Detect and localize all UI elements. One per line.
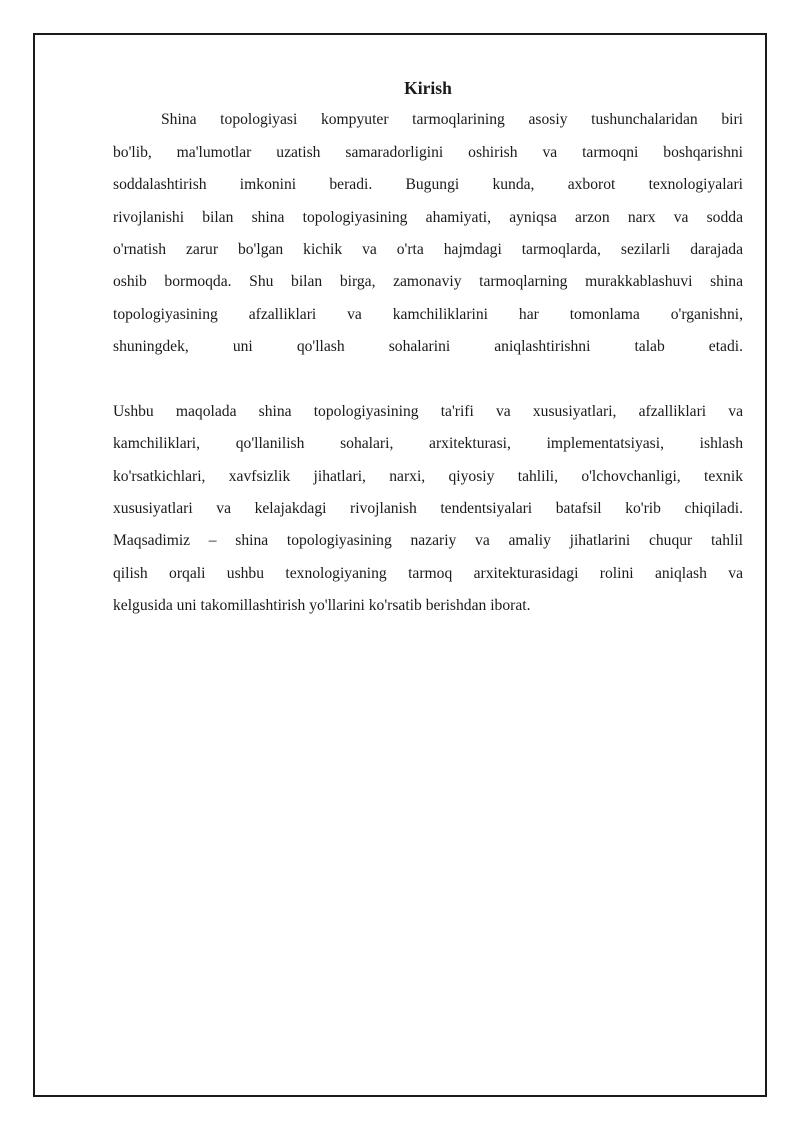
- text-line: Ushbu maqolada shina topologiyasining ta'rifi va xususiyatlari, afzalliklari va: [113, 402, 743, 420]
- text-line: shuningdek, uni qo'llash sohalarini aniqlashtirishni talab etadi.: [113, 338, 743, 356]
- text-line: Maqsadimiz – shina topologiyasining nazariy va amaliy jihatlarini chuqur tahlil: [113, 532, 743, 550]
- text-line: bo'lib, ma'lumotlar uzatish samaradorligini oshirish va tarmoqni boshqarishni: [113, 143, 743, 161]
- text-line: kelgusida uni takomillashtirish yo'llarini ko'rsatib berishdan iborat.: [113, 597, 531, 615]
- text-line: qilish orqali ushbu texnologiyaning tarmoq arxitekturasidagi rolini aniqlash va: [113, 564, 743, 582]
- text-line: topologiyasining afzalliklari va kamchiliklarini har tomonlama o'rganishni,: [113, 305, 743, 323]
- paragraph: [113, 396, 743, 623]
- text-line: Shina topologiyasi kompyuter tarmoqlarining asosiy tushunchalaridan biri: [161, 111, 743, 129]
- document-content: [113, 72, 743, 623]
- text-line: rivojlanishi bilan shina topologiyasining ahamiyati, ayniqsa arzon narx va sodda: [113, 208, 743, 226]
- paragraph-container: [113, 104, 743, 622]
- text-line: kamchiliklari, qo'llanilish sohalari, arxitekturasi, implementatsiyasi, ishlash: [113, 435, 743, 453]
- text-line: soddalashtirish imkonini beradi. Bugungi kunda, axborot texnologiyalari: [113, 176, 743, 194]
- text-line: xususiyatlari va kelajakdagi rivojlanish tendentsiyalari batafsil ko'rib chiqiladi.: [113, 500, 743, 518]
- text-line: ko'rsatkichlari, xavfsizlik jihatlari, narxi, qiyosiy tahlili, o'lchovchanligi, texnik: [113, 467, 743, 485]
- text-line: o'rnatish zarur bo'lgan kichik va o'rta hajmdagi tarmoqlarda, sezilarli darajada: [113, 240, 743, 258]
- text-line: oshib bormoqda. Shu bilan birga, zamonaviy tarmoqlarning murakkablashuvi shina: [113, 273, 743, 291]
- paragraph: [113, 104, 743, 363]
- page-title: Kirish: [404, 78, 452, 98]
